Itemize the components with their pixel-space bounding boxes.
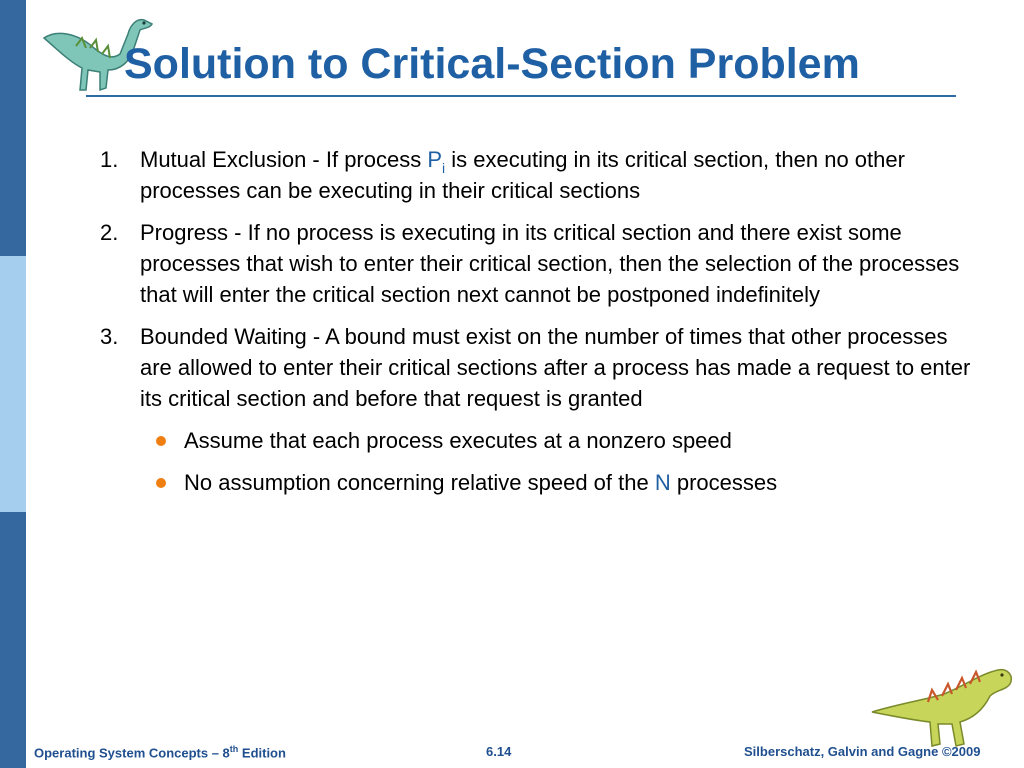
list-item-mutual-exclusion (100, 144, 980, 206)
item-text: Progress - If no process is executing in its critical section and there exist some processes that wish to enter their critical section, then the selection of the processes that will enter the critical section next cannot be postponed indefinitely (140, 220, 960, 307)
item-text-end: is executing in its critical section, then no other processes can be executing in their critical sections (140, 147, 905, 203)
footer-course-title-start: Operating System Concepts – 8 (34, 745, 230, 761)
list-item-bounded-waiting (100, 321, 980, 414)
n-variable: N (654, 470, 671, 495)
item-number: 1. (100, 147, 119, 172)
footer-copyright: Silberschatz, Galvin and Gagne ©2009 (744, 744, 981, 759)
slide-title: Solution to Critical-Section Problem (124, 40, 860, 88)
sub-bullet-no-assumption (100, 467, 980, 498)
sidebar-segment-middle (0, 256, 26, 512)
process-variable (427, 147, 446, 176)
item-text: Bounded Waiting - A bound must exist on the number of times that other processes are allowed to enter their critical sections after a process has made a request to enter its critical section and before that request is granted (140, 324, 971, 411)
bullet-text: Assume that each process executes at a nonzero speed (184, 428, 732, 453)
process-variable-subscript: i (442, 160, 446, 176)
footer-slide-number: 6.14 (486, 744, 512, 759)
footer-edition-superscript: th (229, 744, 239, 754)
process-variable-letter: P (427, 147, 443, 172)
sidebar-segment-bottom (0, 512, 26, 768)
sidebar-segment-top (0, 0, 26, 256)
bullet-dot-icon (156, 478, 166, 488)
bullet-text-start: No assumption concerning relative speed of the (184, 470, 655, 495)
sidebar-stripe (0, 0, 26, 768)
footer-course-title-end: Edition (238, 745, 286, 761)
footer-course-title (34, 744, 286, 764)
bullet-dot-icon (156, 436, 166, 446)
dinosaur-logo-bottom-icon (868, 660, 1018, 750)
item-number: 3. (100, 324, 119, 349)
sub-bullet-nonzero-speed (100, 425, 980, 456)
bullet-text-end: processes (670, 470, 778, 495)
item-text-start: Mutual Exclusion - If process (140, 147, 428, 172)
list-item-progress (100, 217, 980, 310)
item-number: 2. (100, 220, 119, 245)
slide-content (100, 144, 980, 509)
title-underline (86, 95, 956, 97)
